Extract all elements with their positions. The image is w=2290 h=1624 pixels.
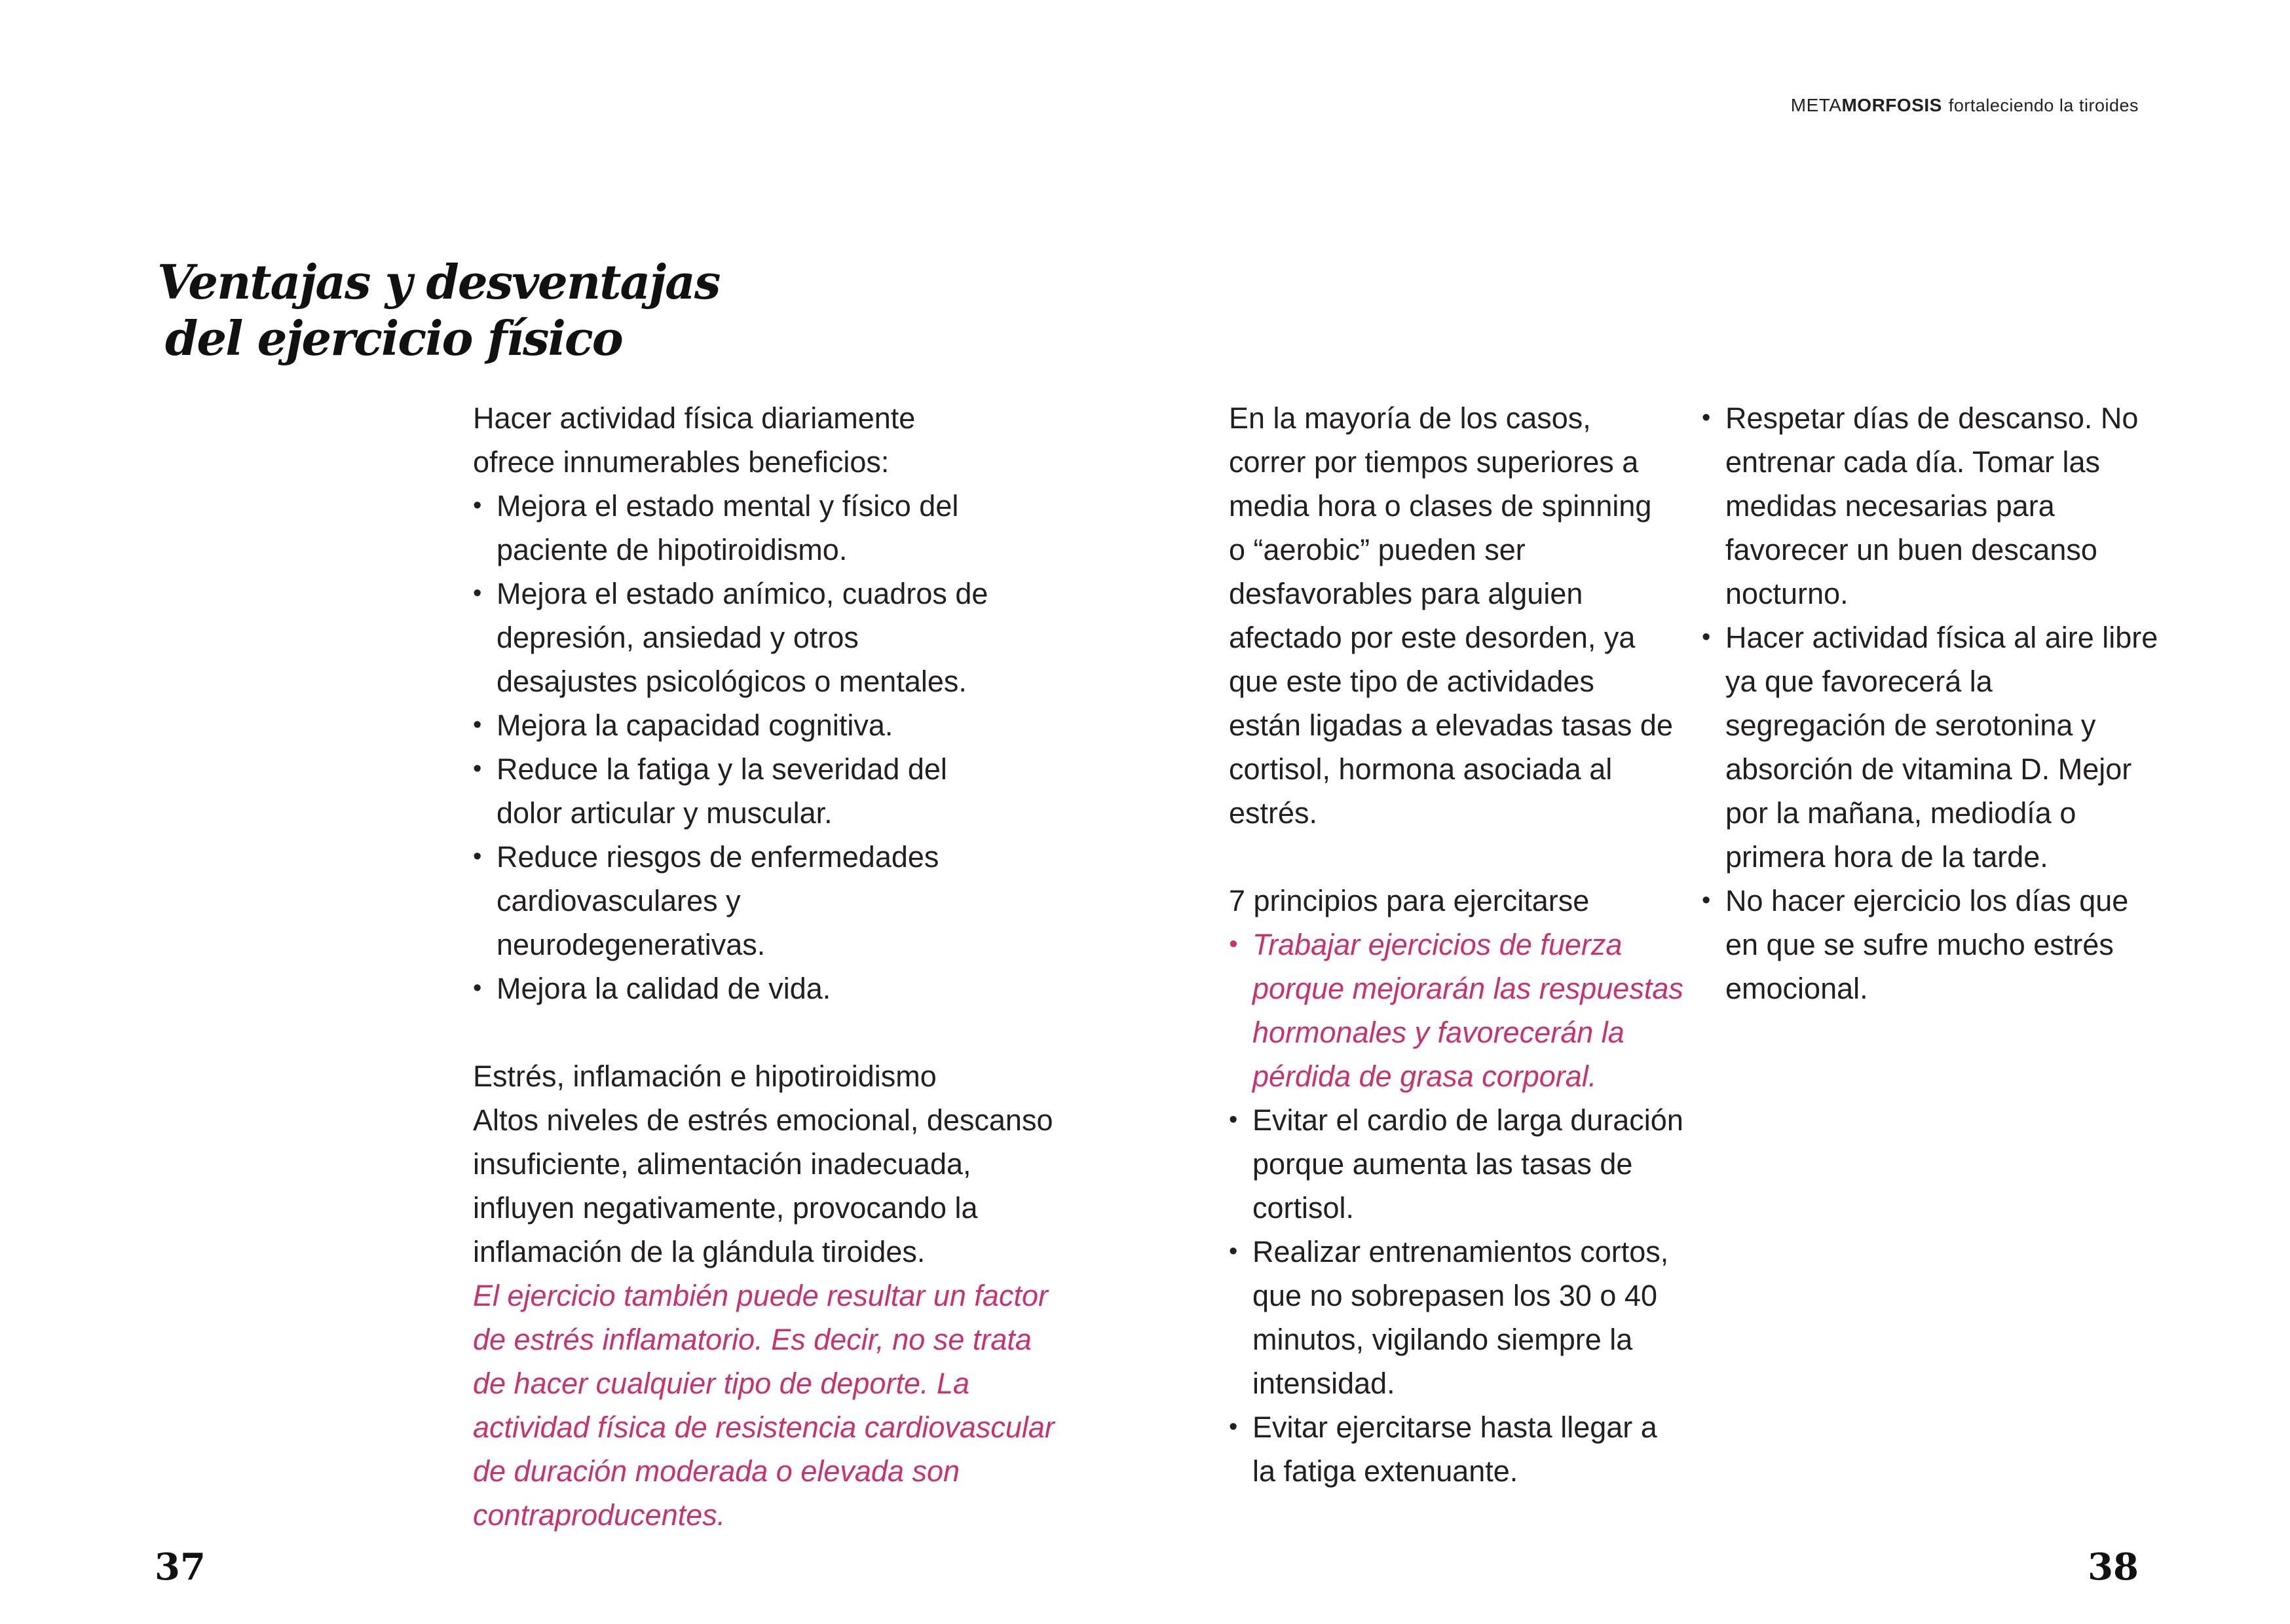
column-right (1702, 396, 2200, 1010)
title-line-1: Ventajas y desventajas (157, 254, 720, 310)
header-morfosis: MORFOSIS (1841, 95, 1942, 115)
principles-list (1229, 923, 1687, 1493)
list-item: • Evitar el cardio de larga duración porque aumenta las tasas de cortisol. (1229, 1098, 1687, 1230)
list-item: • Evitar ejercitarse hasta llegar a la fatiga extenuante. (1229, 1405, 1687, 1493)
list-item: • Mejora el estado anímico, cuadros de depresión, ansiedad y otros desajustes psicológicos o mentales. (473, 572, 1007, 703)
column-middle (1229, 396, 1700, 1493)
page-title (157, 254, 719, 367)
list-item: • Respetar días de descanso. No entrenar cada día. Tomar las medidas necesarias para favorecer un buen descanso nocturno. (1702, 396, 2160, 616)
list-item: • Reduce riesgos de enfermedades cardiovasculares y neurodegenerativas. (473, 835, 997, 967)
running-header (1791, 95, 2139, 116)
column-left (473, 396, 1102, 1537)
intro-paragraph: En la mayoría de los casos, correr por tiempos superiores a media hora o clases de spinning o “aerobic” pueden ser desfavorables para alguien afectado por este desorden, ya que este tipo de actividades están ligadas a elevadas tasas de cortisol, hormona asociada al estrés. (1229, 401, 1673, 830)
title-line-2: del ejercicio físico (165, 310, 622, 366)
principles-heading: 7 principios para ejercitarse (1229, 884, 1590, 917)
list-item: • Mejora el estado mental y físico del paciente de hipotiroidismo. (473, 484, 997, 572)
principles-list-continued (1702, 396, 2160, 1010)
page-number-right: 38 (2088, 1545, 2139, 1589)
section-paragraph: Altos niveles de estrés emocional, descanso insuficiente, alimentación inadecuada, influyen negativamente, provocando la inflamación de la glándula tiroides. (473, 1103, 1053, 1268)
page-number-left: 37 (155, 1545, 206, 1589)
list-item: • No hacer ejercicio los días que en que se sufre mucho estrés emocional. (1702, 879, 2160, 1010)
section-heading: Estrés, inflamación e hipotiroidismo (473, 1060, 937, 1093)
intro-paragraph: Hacer actividad física diariamente ofrece innumerables beneficios: (473, 401, 916, 479)
highlight-paragraph: El ejercicio también puede resultar un factor de estrés inflamatorio. Es decir, no se trata de hacer cualquier tipo de deporte. La actividad física de resistencia cardiovascular de duración moderada o elevada son contraproducentes. (473, 1279, 1055, 1532)
header-meta: META (1790, 95, 1842, 115)
list-item: • Realizar entrenamientos cortos, que no sobrepasen los 30 o 40 minutos, vigilando siempre la intensidad. (1229, 1230, 1687, 1405)
list-item: • Mejora la calidad de vida. (473, 967, 997, 1010)
benefits-list (473, 484, 997, 1010)
list-item: • Hacer actividad física al aire libre ya que favorecerá la segregación de serotonina y absorción de vitamina D. Mejor por la mañana, mediodía o primera hora de la tarde. (1702, 616, 2160, 879)
list-item: • Trabajar ejercicios de fuerza porque mejorarán las respuestas hormonales y favorecerán la pérdida de grasa corporal. (1229, 923, 1687, 1098)
header-subtitle: fortaleciendo la tiroides (1948, 96, 2139, 115)
list-item: • Mejora la capacidad cognitiva. (473, 703, 997, 747)
list-item: • Reduce la fatiga y la severidad del dolor articular y muscular. (473, 747, 997, 835)
